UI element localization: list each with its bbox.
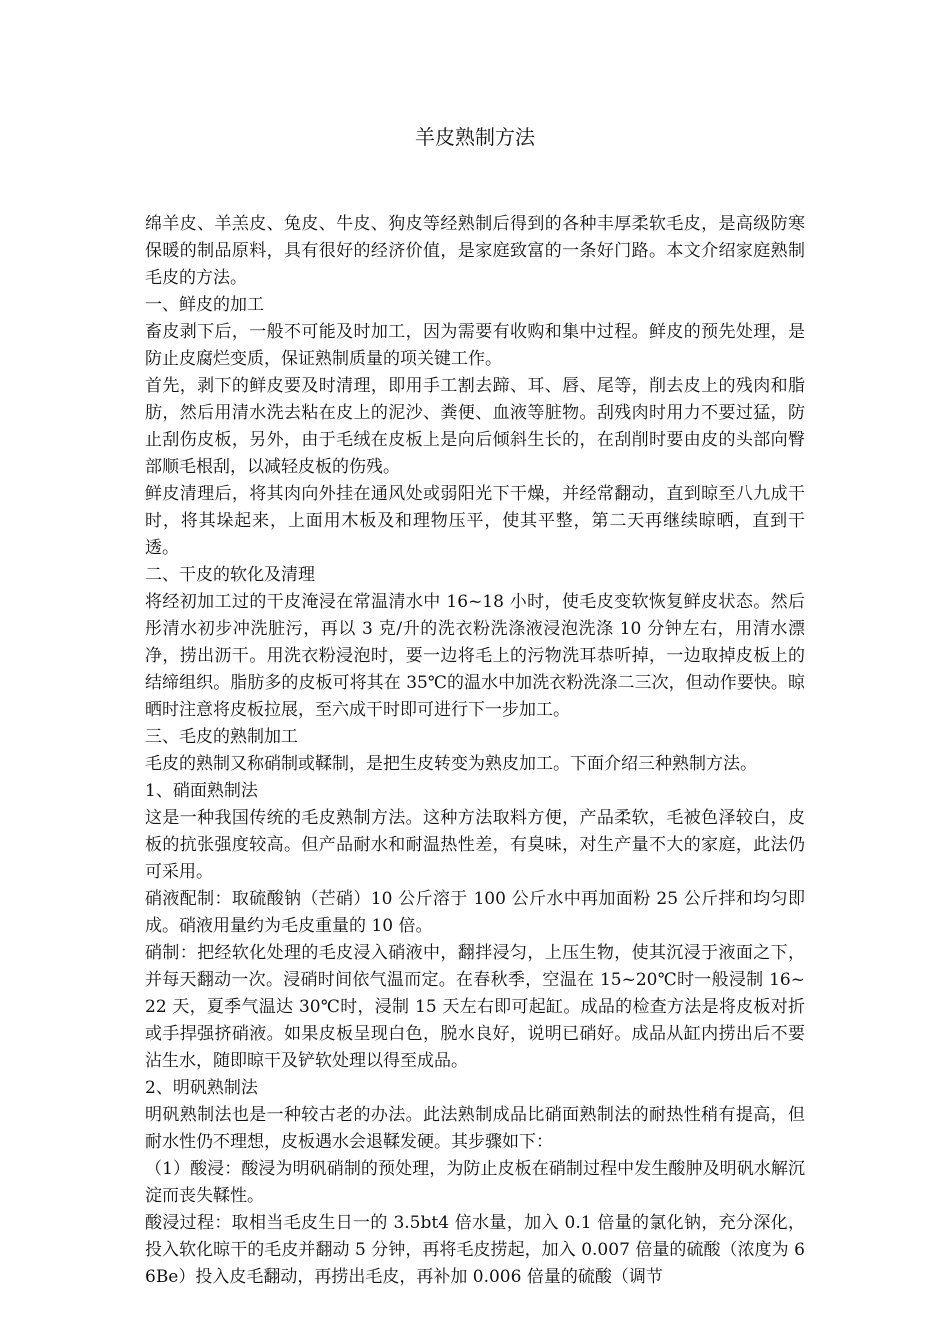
section-heading: 一、鲜皮的加工 — [145, 295, 264, 315]
paragraph: 硝液配制：取硫酸钠（芒硝）10 公斤溶于 100 公斤水中再加面粉 25 公斤拌和均匀即成。硝液用量约为毛皮重量的 10 倍。 — [145, 889, 805, 936]
subsection-heading: 2、明矾熟制法 — [145, 1078, 258, 1098]
paragraph: 毛皮的熟制又称硝制或鞣制，是把生皮转变为熟皮加工。下面介绍三种熟制方法。 — [145, 754, 757, 774]
paragraph: 这是一种我国传统的毛皮熟制方法。这种方法取料方便，产品柔软，毛被色泽较白，皮板的抗张强度较高。但产品耐水和耐温热性差，有臭味，对生产量不大的家庭，此法仍可采用。 — [145, 808, 805, 882]
paragraph: （1）酸浸：酸浸为明矾硝制的预处理，为防止皮板在硝制过程中发生酸肿及明矾水解沉淀而丧失鞣性。 — [145, 1159, 805, 1206]
paragraph-intro: 绵羊皮、羊羔皮、兔皮、牛皮、狗皮等经熟制后得到的各种丰厚柔软毛皮，是高级防寒保暖的制品原料，具有很好的经济价值，是家庭致富的一条好门路。本文介绍家庭熟制毛皮的方法。 — [145, 214, 805, 288]
paragraph: 将经初加工过的干皮淹浸在常温清水中 16~18 小时，使毛皮变软恢复鲜皮状态。然后彤清水初步冲洗脏污，再以 3 克/升的洗衣粉洗涤液浸泡洗涤 10 分钟左右，用清水漂净，捞出沥干。用洗衣粉浸泡时，要一边将毛上的污物洗耳恭听掉，一边取掉皮板上的结缔组织。脂肪多的皮板可将其在 35℃的温水中加洗衣粉洗涤二三次，但动作要快。晾晒时注意将皮板拉展，至六成干时即可进行下一步加工。 — [145, 592, 805, 720]
paragraph: 畜皮剥下后，一般不可能及时加工，因为需要有收购和集中过程。鲜皮的预先处理，是防止皮腐烂变质，保证熟制质量的项关键工作。 — [145, 322, 805, 369]
section-heading: 二、干皮的软化及清理 — [145, 565, 315, 585]
paragraph: 酸浸过程：取相当毛皮生日一的 3.5bt4 倍水量，加入 0.1 倍量的氯化钠，充分深化，投入软化晾干的毛皮并翻动 5 分钟，再将毛皮捞起，加入 0.007 倍量的硫酸（浓度为 66Be）投入皮毛翻动，再捞出毛皮，再补加 0.006 倍量的硫酸（调节 — [145, 1213, 805, 1287]
paragraph: 首先，剥下的鲜皮要及时清理，即用手工割去蹄、耳、唇、尾等，削去皮上的残肉和脂肪，然后用清水洗去粘在皮上的泥沙、粪便、血液等脏物。刮残肉时用力不要过猛，防止刮伤皮板，另外，由于毛绒在皮板上是向后倾斜生长的，在刮削时要由皮的头部向臀部顺毛根刮，以减轻皮板的伤残。 — [145, 376, 805, 477]
paragraph: 鲜皮清理后，将其肉向外挂在通风处或弱阳光下干燥，并经常翻动，直到晾至八九成干时，将其垛起来，上面用木板及和理物压平，使其平整，第二天再继续晾晒，直到干透。 — [145, 484, 805, 558]
paragraph: 硝制：把经软化处理的毛皮浸入硝液中，翻拌浸匀，上压生物，使其沉浸于液面之下，并每天翻动一次。浸硝时间依气温而定。在春秋季，空温在 15~20℃时一般浸制 16~22 天，夏季气温达 30℃时，浸制 15 天左右即可起缸。成品的检查方法是将皮板对折或手捍强挤硝液。如果皮板呈现白色，脱水良好，说明已硝好。成品从缸内捞出后不要沾生水，随即晾干及铲软处理以得至成品。 — [145, 943, 805, 1071]
subsection-heading: 1、硝面熟制法 — [145, 781, 258, 801]
paragraph: 明矾熟制法也是一种较古老的办法。此法熟制成品比硝面熟制法的耐热性稍有提高，但耐水性仍不理想，皮板遇水会退鞣发硬。其步骤如下： — [145, 1105, 805, 1152]
document-title: 羊皮熟制方法 — [415, 125, 535, 149]
section-heading: 三、毛皮的熟制加工 — [145, 727, 298, 747]
document-body — [145, 211, 805, 1291]
